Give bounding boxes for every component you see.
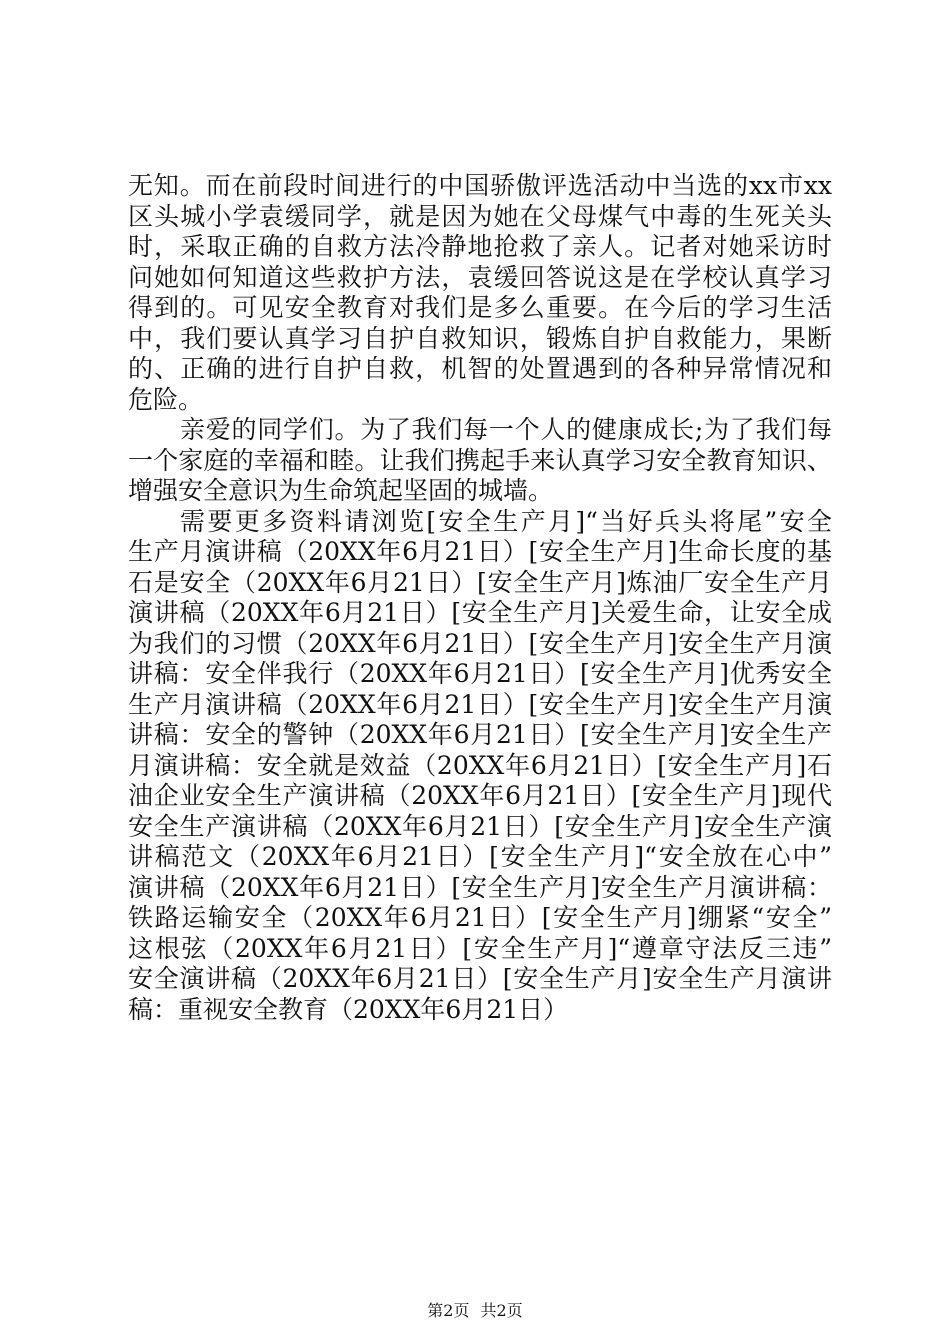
text-line: 亲爱的同学们。为了我们每一个人的健康成长;为了我们每: [180, 415, 832, 444]
text-line: 安全演讲稿（20XX年6月21日）[安全生产月]安全生产月演讲: [128, 964, 832, 993]
text-line: 生产月演讲稿（20XX年6月21日）[安全生产月]安全生产月演: [128, 689, 832, 719]
text-line: 这根弦（20XX年6月21日）[安全生产月]“遵章守法反三违”: [128, 933, 832, 963]
text-line: 铁路运输安全（20XX年6月21日）[安全生产月]绷紧“安全”: [128, 903, 832, 932]
text-line: 无知。而在前段时间进行的中国骄傲评选活动中当选的xx市xx: [128, 171, 832, 200]
text-line: 稿：重视安全教育（20XX年6月21日）: [128, 994, 569, 1024]
text-line: 讲稿：安全伴我行（20XX年6月21日）[安全生产月]优秀安全: [128, 659, 832, 688]
text-line: 月演讲稿：安全就是效益（20XX年6月21日）[安全生产月]石: [128, 750, 832, 780]
text-line: 一个家庭的幸福和睦。让我们携起手来认真学习安全教育知识、: [128, 445, 832, 475]
text-line: 时，采取正确的自救方法冷静地抢救了亲人。记者对她采访时: [128, 232, 832, 261]
text-line: 为我们的习惯（20XX年6月21日）[安全生产月]安全生产月演: [128, 628, 832, 658]
text-line: 需要更多资料请浏览[安全生产月]“当好兵头将尾”安全: [180, 506, 832, 536]
text-line: 得到的。可见安全教育对我们是多么重要。在今后的学习生活: [128, 293, 832, 322]
text-line: 问她如何知道这些救护方法，袁缓回答说这是在学校认真学习: [128, 262, 832, 292]
text-line: 中，我们要认真学习自护自救知识，锻炼自护自救能力，果断: [128, 323, 832, 353]
text-line: 油企业安全生产演讲稿（20XX年6月21日）[安全生产月]现代: [128, 781, 832, 810]
text-line: 危险。: [128, 384, 204, 414]
text-line: 生产月演讲稿（20XX年6月21日）[安全生产月]生命长度的基: [128, 537, 832, 566]
text-line: 石是安全（20XX年6月21日）[安全生产月]炼油厂安全生产月: [128, 567, 832, 597]
text-line: 讲稿：安全的警钟（20XX年6月21日）[安全生产月]安全生产: [128, 720, 832, 749]
text-line: 区头城小学袁缓同学，就是因为她在父母煤气中毒的生死关头: [128, 201, 832, 231]
page-footer: 第2页 共2页: [427, 1301, 523, 1320]
text-line: 的、正确的进行自护自救，机智的处置遇到的各种异常情况和: [128, 354, 832, 383]
document-body: [128, 171, 832, 1025]
text-line: 演讲稿（20XX年6月21日）[安全生产月]安全生产月演讲稿：: [128, 872, 832, 902]
text-line: 增强安全意识为生命筑起坚固的城墙。: [128, 476, 554, 505]
text-line: 安全生产演讲稿（20XX年6月21日）[安全生产月]安全生产演: [128, 811, 832, 841]
text-line: 讲稿范文（20XX年6月21日）[安全生产月]“安全放在心中”: [128, 842, 832, 871]
text-line: 演讲稿（20XX年6月21日）[安全生产月]关爱生命，让安全成: [128, 598, 832, 627]
